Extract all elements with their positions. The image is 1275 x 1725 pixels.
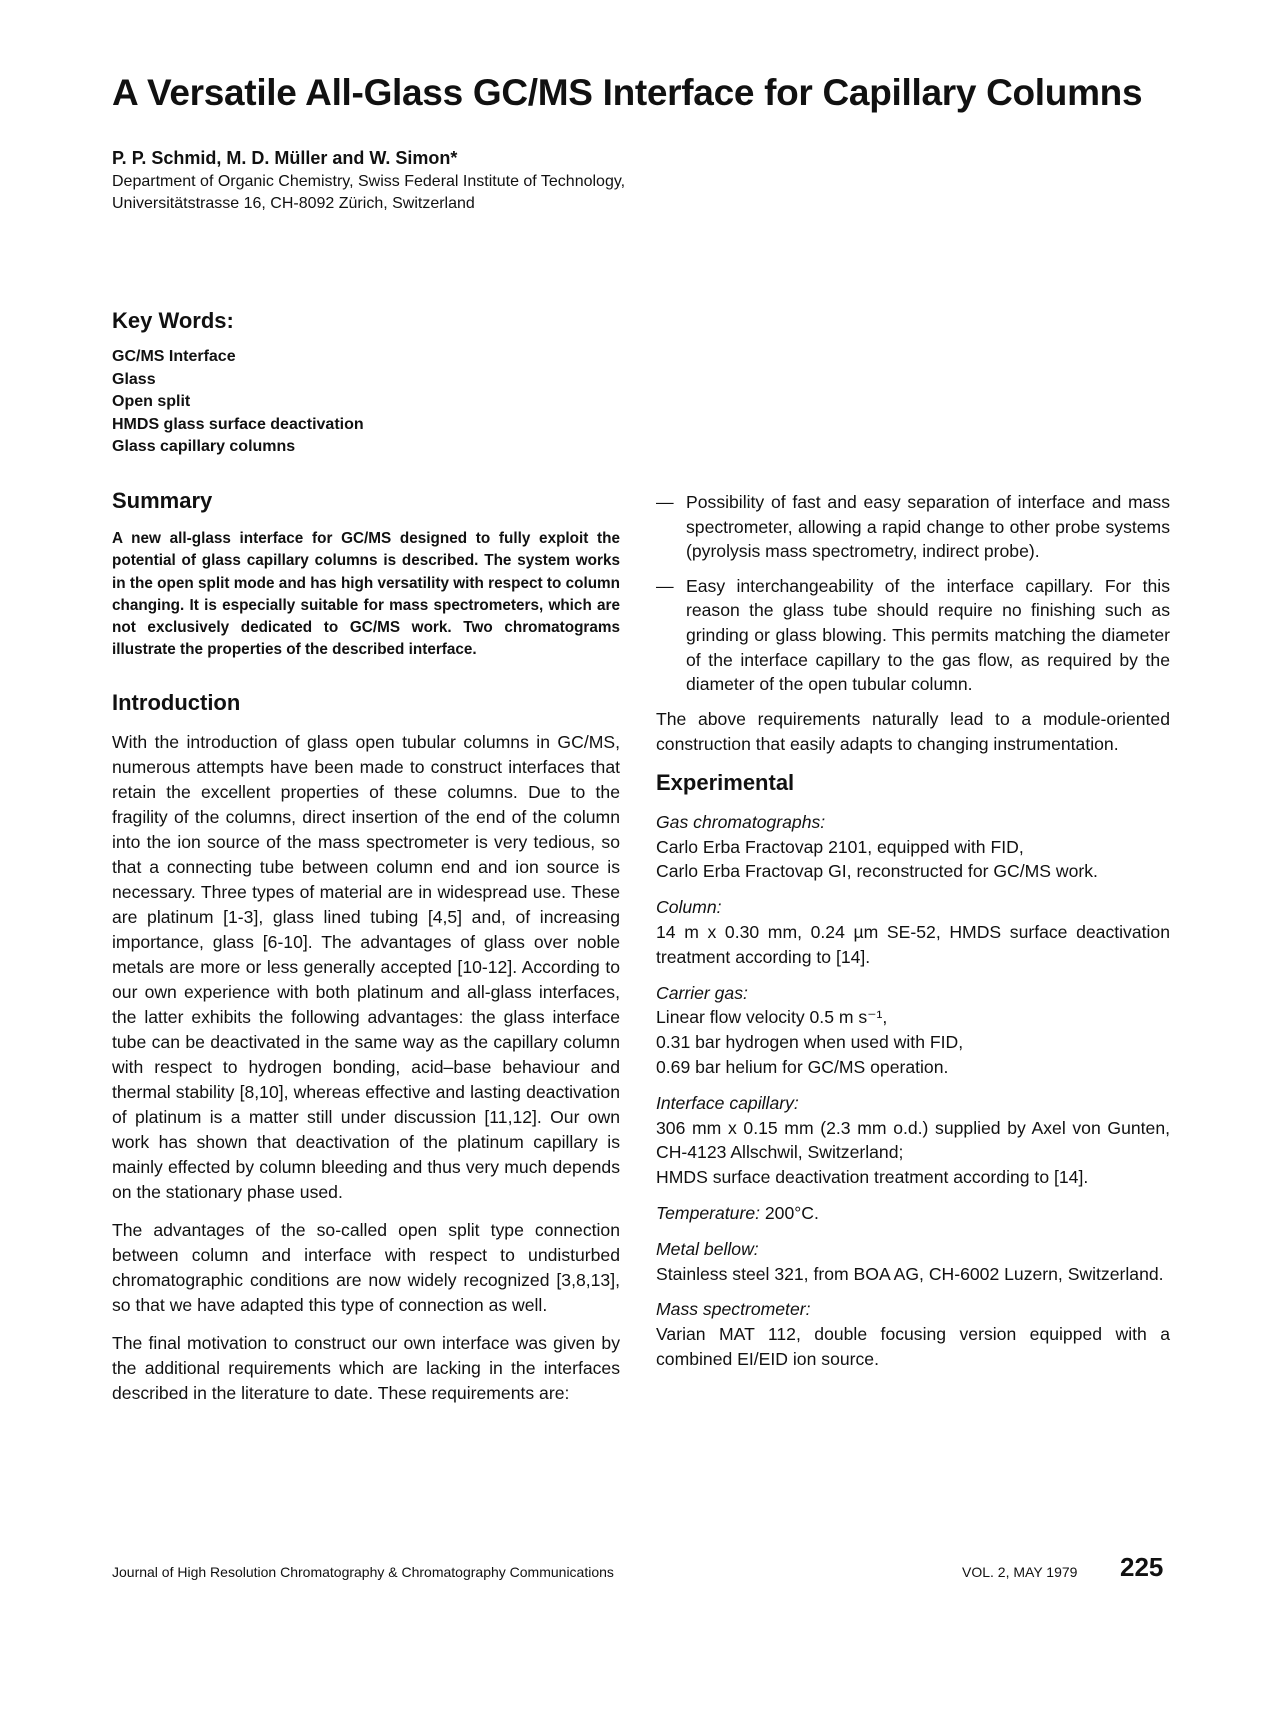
authors: P. P. Schmid, M. D. Müller and W. Simon* [112, 148, 458, 168]
summary-text: A new all-glass interface for GC/MS designed to fully exploit the potential of glass capillary columns is described. The system works in the open split mode and has high versatility with respect to column changing. It is especially suitable for mass spectrometers, which are not exclusively dedicated to GC/MS work. Two chromatograms illustrate the properties of the described interface. [112, 530, 620, 659]
interface-label: Interface capillary: [656, 1092, 799, 1113]
intro-paragraph: With the introduction of glass open tubular columns in GC/MS, numerous attempts have been made to construct interfaces that retain the excellent properties of these columns. Due to the fragility of the columns, direct insertion of the end of the column into the ion source of the mass spectrometer is very tedious, so that a connecting tube between column end and ion source is necessary. Three types of material are in widespread use. These are platinum [1-3], glass lined tubing [4,5] and, of increasing importance, glass [6-10]. The advantages of glass over noble metals are more or less generally accepted [10-12]. According to our own experience with both platinum and all-glass interfaces, the latter exhibits the following advantages: the glass interface tube can be deactivated in the same way as the capillary column with respect to hydrogen bonding, acid–base behaviour and thermal stability [8,10], whereas effective and lasting deactivation of platinum is a matter still under discussion [11,12]. Our own work has shown that deactivation of the platinum capillary is mainly effected by column bleeding and thus very much depends on the stationary phase used. [112, 731, 620, 1202]
paper-title: A Versatile All-Glass GC/MS Interface for Capillary Columns [112, 72, 1143, 113]
bellow-label: Metal bellow: [656, 1238, 759, 1259]
interface-line-1: 306 mm x 0.15 mm (2.3 mm o.d.) supplied by Axel von Gunten, CH-4123 Allschwil, Switzerland; [656, 1117, 1170, 1163]
left-column [112, 488, 620, 1419]
temperature-label: Temperature: [656, 1202, 760, 1223]
keyword-item: HMDS glass surface deactivation [112, 415, 364, 433]
requirement-text: Possibility of fast and easy separation of interface and mass spectrometer, allowing a rapid change to other probe systems (pyrolysis mass spectrometry, indirect probe). [686, 492, 1170, 562]
keywords-heading: Key Words: [112, 308, 234, 333]
carrier-value [656, 1005, 1170, 1079]
dash-marker: — [656, 492, 674, 512]
ms-label: Mass spectrometer: [656, 1299, 811, 1320]
gc-line-2: Carlo Erba Fractovap GI, reconstructed for GC/MS work. [656, 861, 1098, 882]
temperature-value: 200°C. [764, 1202, 819, 1223]
gc-value [656, 835, 1170, 885]
carrier-line-2: 0.31 bar hydrogen when used with FID, [656, 1032, 964, 1053]
column-value: 14 m x 0.30 mm, 0.24 µm SE-52, HMDS surface deactivation treatment according to [14]. [656, 921, 1170, 967]
gc-line-1: Carlo Erba Fractovap 2101, equipped with FID, [656, 836, 1024, 857]
affiliation-line-2: Universitätstrasse 16, CH-8092 Zürich, Switzerland [112, 195, 475, 212]
keyword-item: GC/MS Interface [112, 348, 236, 365]
temperature-row [656, 1201, 1170, 1226]
page-number: 225 [1120, 1552, 1164, 1582]
affiliation [112, 171, 625, 215]
footer-volume: VOL. 2, MAY 1979 [962, 1564, 1078, 1580]
interface-line-2: HMDS surface deactivation treatment according to [14]. [656, 1167, 1089, 1188]
requirements-conclusion: The above requirements naturally lead to a module-oriented construction that easily adapts to changing instrumentation. [656, 708, 1170, 754]
interface-value [656, 1116, 1170, 1190]
carrier-line-3: 0.69 bar helium for GC/MS operation. [656, 1056, 949, 1077]
dash-marker: — [656, 575, 674, 596]
keywords-list [112, 346, 364, 459]
right-column [656, 490, 1170, 1383]
keyword-item: Glass capillary columns [112, 438, 296, 455]
keyword-item: Open split [112, 393, 191, 410]
bellow-value: Stainless steel 321, from BOA AG, CH-6002 Luzern, Switzerland. [656, 1263, 1164, 1284]
introduction-heading: Introduction [112, 689, 241, 715]
column-label: Column: [656, 897, 722, 918]
footer-journal: Journal of High Resolution Chromatography & Chromatography Communications [112, 1564, 614, 1580]
intro-paragraph: The final motivation to construct our own interface was given by the additional requirements which are lacking in the interfaces described in the literature to date. These requirements are: [112, 1332, 620, 1403]
requirement-text: Easy interchangeability of the interface capillary. For this reason the glass tube should require no finishing such as grinding or glass blowing. This permits matching the diameter of the interface capillary to the gas flow, as required by the diameter of the open tubular column. [686, 575, 1170, 695]
requirement-item [656, 574, 1170, 697]
intro-paragraph: The advantages of the so-called open split type connection between column and interface with respect to undisturbed chromatographic conditions are now widely recognized [3,8,13], so that we have adapted this type of connection as well. [112, 1219, 620, 1315]
carrier-label: Carrier gas: [656, 982, 748, 1003]
affiliation-line-1: Department of Organic Chemistry, Swiss Federal Institute of Technology, [112, 173, 626, 190]
experimental-heading: Experimental [656, 769, 795, 795]
requirements-list [656, 490, 1170, 697]
gc-label: Gas chromatographs: [656, 811, 826, 832]
ms-value: Varian MAT 112, double focusing version equipped with a combined EI/EID ion source. [656, 1324, 1170, 1369]
keyword-item: Glass [112, 370, 156, 388]
carrier-line-1: Linear flow velocity 0.5 m s⁻¹, [656, 1007, 888, 1028]
requirement-item [656, 490, 1170, 564]
summary-heading: Summary [112, 488, 213, 513]
